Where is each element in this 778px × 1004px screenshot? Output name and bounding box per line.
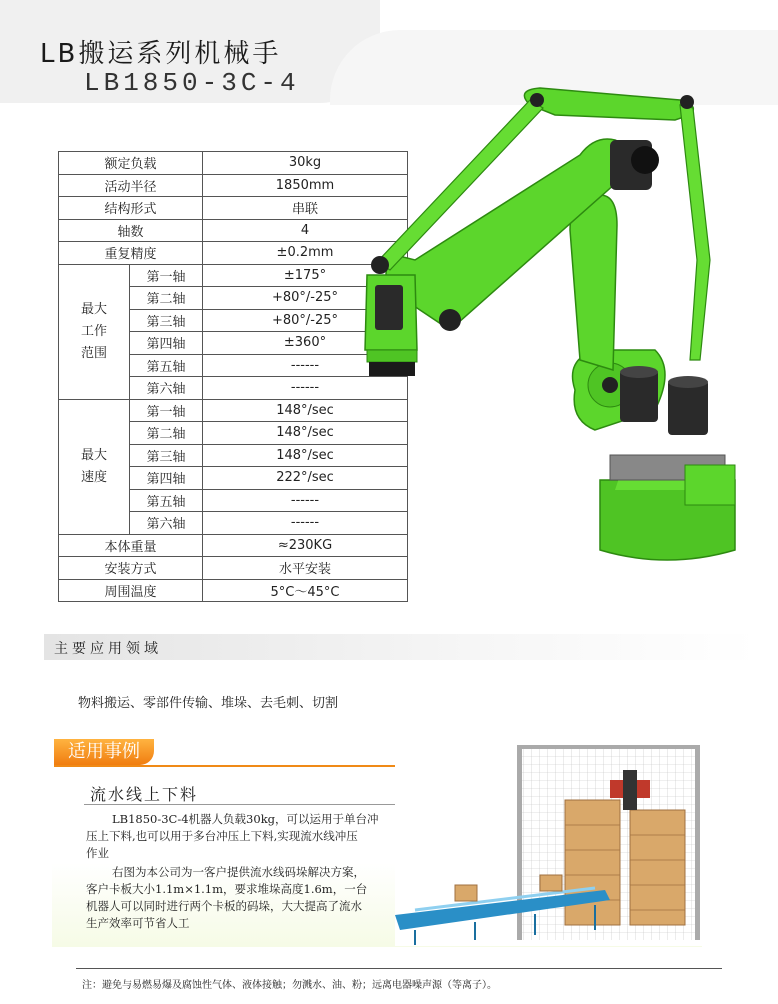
spec-label: 结构形式 xyxy=(59,197,203,220)
range-label: 最大 工作 范围 xyxy=(80,301,107,361)
footer-note: 注：避免与易燃易爆及腐蚀性气体、液体接触；勿溅水、油、粉；远离电器噪声源（等离子）。 xyxy=(82,980,497,991)
axis-label: 第一轴 xyxy=(130,264,203,287)
axis-label: 第一轴 xyxy=(130,399,203,422)
spec-label: 本体重量 xyxy=(59,534,203,557)
axis-value: ±360° xyxy=(203,332,408,355)
case-paragraph-line: LB1850-3C-4机器人负载30kg，可以运用于单台冲 xyxy=(112,812,379,826)
model-number: LB1850-3C-4 xyxy=(84,68,300,98)
axis-label: 第三轴 xyxy=(130,444,203,467)
axis-value: ------ xyxy=(203,512,408,535)
spec-label: 额定负载 xyxy=(59,152,203,175)
case-subtitle: 流水线上下料 xyxy=(90,785,199,804)
case-paragraph-line: 右图为本公司为一客户提供流水线码垛解决方案， xyxy=(112,865,365,879)
axis-label: 第五轴 xyxy=(130,354,203,377)
axis-label: 第四轴 xyxy=(130,467,203,490)
axis-value: 148°/sec xyxy=(203,444,408,467)
case-paragraph-line: 作业 xyxy=(86,846,109,860)
speed-label: 最大 速度 xyxy=(80,447,107,485)
spec-label: 轴数 xyxy=(59,219,203,242)
case-paragraph-line: 客户卡板大小1.1m×1.1m，要求堆垛高度1.6m，一台 xyxy=(86,882,368,896)
axis-label: 第三轴 xyxy=(130,309,203,332)
spec-value: 5°C～45°C xyxy=(203,579,408,602)
applications-title: 主要应用领域 xyxy=(54,641,162,657)
footer-divider xyxy=(76,968,722,969)
axis-value: ------ xyxy=(203,489,408,512)
applications-text: 物料搬运、零部件传输、堆垛、去毛刺、切割 xyxy=(78,696,339,711)
axis-value: +80°/-25° xyxy=(203,309,408,332)
case-paragraph-line: 压上下料,也可以用于多台冲压上下料,实现流水线冲压 xyxy=(86,829,358,843)
range-group-label xyxy=(59,264,130,399)
axis-value: +80°/-25° xyxy=(203,287,408,310)
axis-label: 第二轴 xyxy=(130,422,203,445)
spec-value: 30kg xyxy=(203,152,408,175)
spec-label: 活动半径 xyxy=(59,174,203,197)
spec-value: 1850mm xyxy=(203,174,408,197)
spec-label: 安装方式 xyxy=(59,557,203,580)
speed-group-label xyxy=(59,399,130,534)
axis-value: 148°/sec xyxy=(203,422,408,445)
axis-value: ±175° xyxy=(203,264,408,287)
case-paragraph-line: 机器人可以同时进行两个卡板的码垛，大大提高了流水 xyxy=(86,899,362,913)
robot-arm-illustration xyxy=(355,80,765,570)
spec-label: 重复精度 xyxy=(59,242,203,265)
axis-value: ------ xyxy=(203,354,408,377)
spec-value: ±0.2mm xyxy=(203,242,408,265)
axis-value: ------ xyxy=(203,377,408,400)
axis-label: 第四轴 xyxy=(130,332,203,355)
spec-value: 串联 xyxy=(203,197,408,220)
spec-value: 4 xyxy=(203,219,408,242)
axis-value: 222°/sec xyxy=(203,467,408,490)
axis-value: 148°/sec xyxy=(203,399,408,422)
axis-label: 第五轴 xyxy=(130,489,203,512)
palletizing-cell-image xyxy=(395,740,703,946)
spec-label: 周围温度 xyxy=(59,579,203,602)
case-paragraph-line: 生产效率可节省人工 xyxy=(86,916,190,930)
spec-value: 水平安装 xyxy=(203,557,408,580)
axis-label: 第六轴 xyxy=(130,377,203,400)
axis-label: 第六轴 xyxy=(130,512,203,535)
case-subtitle-divider xyxy=(84,804,444,805)
page-title: LB搬运系列机械手 xyxy=(40,39,282,69)
spec-row xyxy=(59,579,408,602)
spec-value: ≈230KG xyxy=(203,534,408,557)
axis-label: 第二轴 xyxy=(130,287,203,310)
case-tab: 适用事例 xyxy=(54,739,154,765)
